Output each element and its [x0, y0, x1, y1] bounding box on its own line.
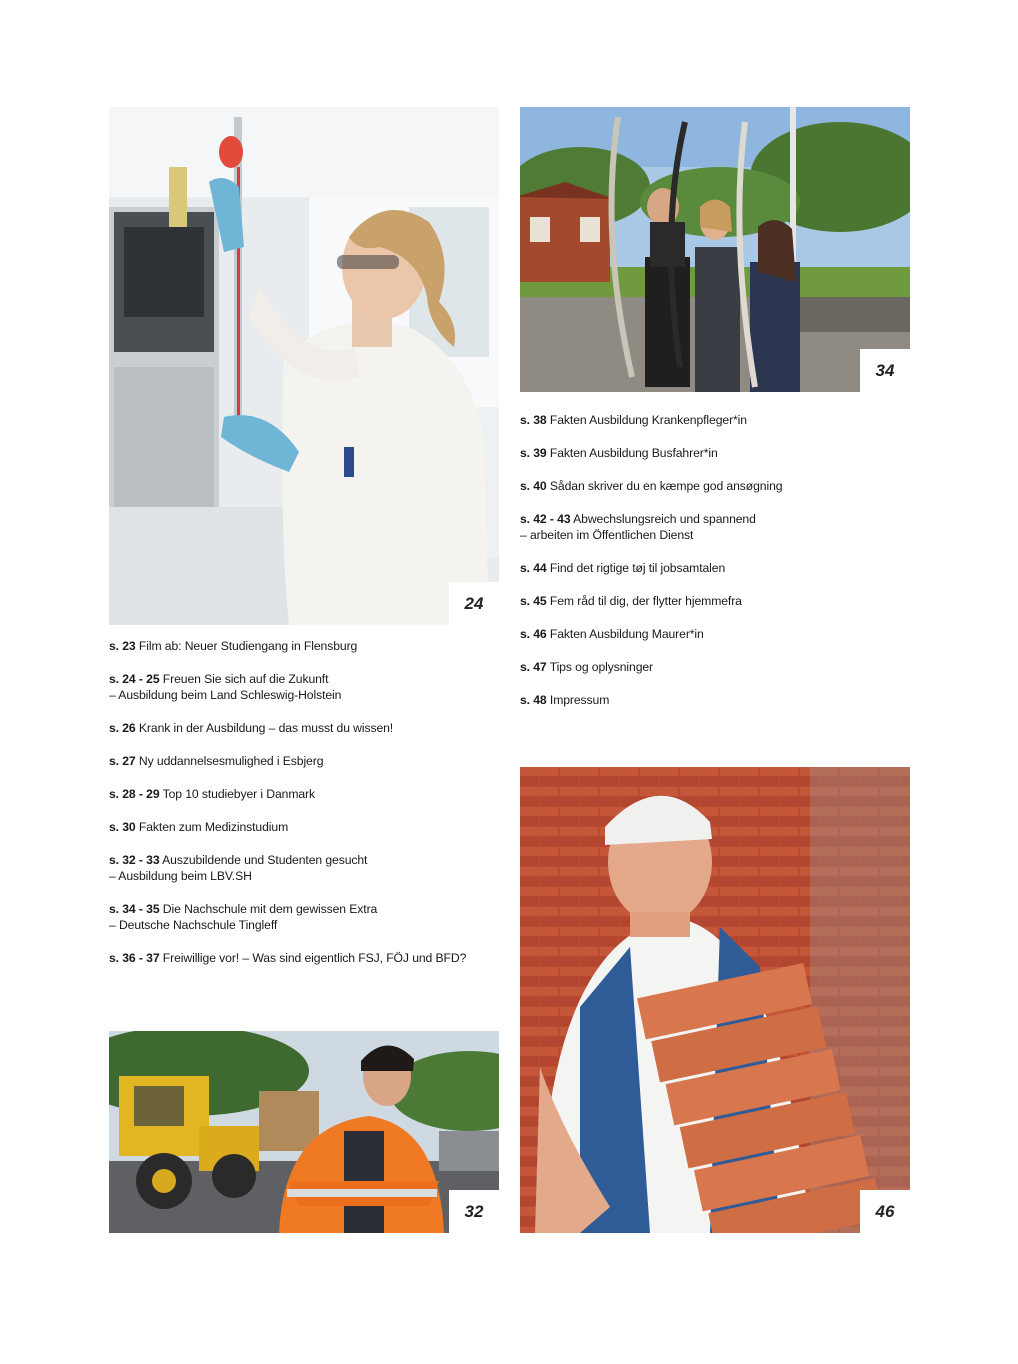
toc-entry [520, 659, 920, 675]
toc-entry [109, 671, 509, 703]
toc-title: Fakten Ausbildung Krankenpfleger*in [549, 413, 747, 427]
toc-page-number: s. 28 - 29 [109, 787, 160, 801]
toc-page-number: s. 24 - 25 [109, 672, 160, 686]
toc-page-number: s. 44 [520, 561, 547, 575]
toc-title: Fakten zum Medizinstudium [138, 820, 289, 834]
page-badge-46: 46 [860, 1190, 910, 1233]
toc-page-number: s. 42 - 43 [520, 512, 571, 526]
toc-title: Top 10 studiebyer i Danmark [162, 787, 316, 801]
toc-title: Fakten Ausbildung Maurer*in [549, 627, 704, 641]
toc-title: Tips og oplysninger [549, 660, 654, 674]
toc-page-number: s. 46 [520, 627, 547, 641]
toc-title: Impressum [549, 693, 610, 707]
toc-entry [109, 950, 509, 966]
toc-page-number: s. 38 [520, 413, 547, 427]
toc-entry [109, 819, 509, 835]
toc-entry [109, 753, 509, 769]
construction-photo [109, 1031, 499, 1233]
toc-title: Freuen Sie sich auf die Zukunft [162, 672, 329, 686]
toc-title: Krank in der Ausbildung – das musst du wissen! [138, 721, 394, 735]
toc-left [109, 638, 509, 966]
toc-right [520, 412, 920, 708]
toc-page-number: s. 40 [520, 479, 547, 493]
toc-page-number: s. 47 [520, 660, 547, 674]
toc-page-number: s. 34 - 35 [109, 902, 160, 916]
toc-entry [520, 692, 920, 708]
toc-entry [109, 901, 509, 933]
toc-subtitle: – Ausbildung beim Land Schleswig-Holstein [109, 688, 342, 702]
toc-title: Abwechslungsreich und spannend [573, 512, 756, 526]
toc-entry [520, 478, 920, 494]
toc-page-number: s. 27 [109, 754, 136, 768]
toc-title: Auszubildende und Studenten gesucht [162, 853, 368, 867]
toc-entry [520, 626, 920, 642]
construction-photo-illustration [109, 1031, 499, 1233]
toc-subtitle: – Deutsche Nachschule Tingleff [109, 918, 278, 932]
toc-subtitle: – arbeiten im Öffentlichen Dienst [520, 528, 694, 542]
toc-page-number: s. 23 [109, 639, 136, 653]
toc-title: Fem råd til dig, der flytter hjemmefra [549, 594, 742, 608]
archery-photo [520, 107, 910, 392]
toc-entry [109, 720, 509, 736]
toc-entry [109, 786, 509, 802]
archery-photo-illustration [520, 107, 910, 392]
bricklayer-photo [520, 767, 910, 1233]
toc-page-number: s. 45 [520, 594, 547, 608]
toc-title: Film ab: Neuer Studiengang in Flensburg [138, 639, 358, 653]
toc-entry [520, 412, 920, 428]
toc-title: Fakten Ausbildung Busfahrer*in [549, 446, 718, 460]
toc-title: Sådan skriver du en kæmpe god ansøgning [549, 479, 783, 493]
page-badge-32: 32 [449, 1190, 499, 1233]
toc-entry [520, 593, 920, 609]
toc-page-number: s. 48 [520, 693, 547, 707]
lab-photo [109, 107, 499, 625]
toc-page-number: s. 32 - 33 [109, 853, 160, 867]
toc-entry [109, 638, 509, 654]
toc-page-number: s. 26 [109, 721, 136, 735]
toc-subtitle: – Ausbildung beim LBV.SH [109, 869, 252, 883]
toc-page-number: s. 36 - 37 [109, 951, 160, 965]
toc-entry [520, 560, 920, 576]
lab-photo-illustration [109, 107, 499, 625]
page-badge-24: 24 [449, 582, 499, 625]
toc-title: Die Nachschule mit dem gewissen Extra [162, 902, 378, 916]
page-badge-34: 34 [860, 349, 910, 392]
toc-title: Freiwillige vor! – Was sind eigentlich FSJ, FÖJ und BFD? [162, 951, 467, 965]
bricklayer-photo-illustration [520, 767, 910, 1233]
toc-title: Find det rigtige tøj til jobsamtalen [549, 561, 726, 575]
toc-title: Ny uddannelsesmulighed i Esbjerg [138, 754, 324, 768]
toc-page-number: s. 30 [109, 820, 136, 834]
toc-entry [520, 511, 920, 543]
toc-entry [520, 445, 920, 461]
toc-entry [109, 852, 509, 884]
toc-page-number: s. 39 [520, 446, 547, 460]
